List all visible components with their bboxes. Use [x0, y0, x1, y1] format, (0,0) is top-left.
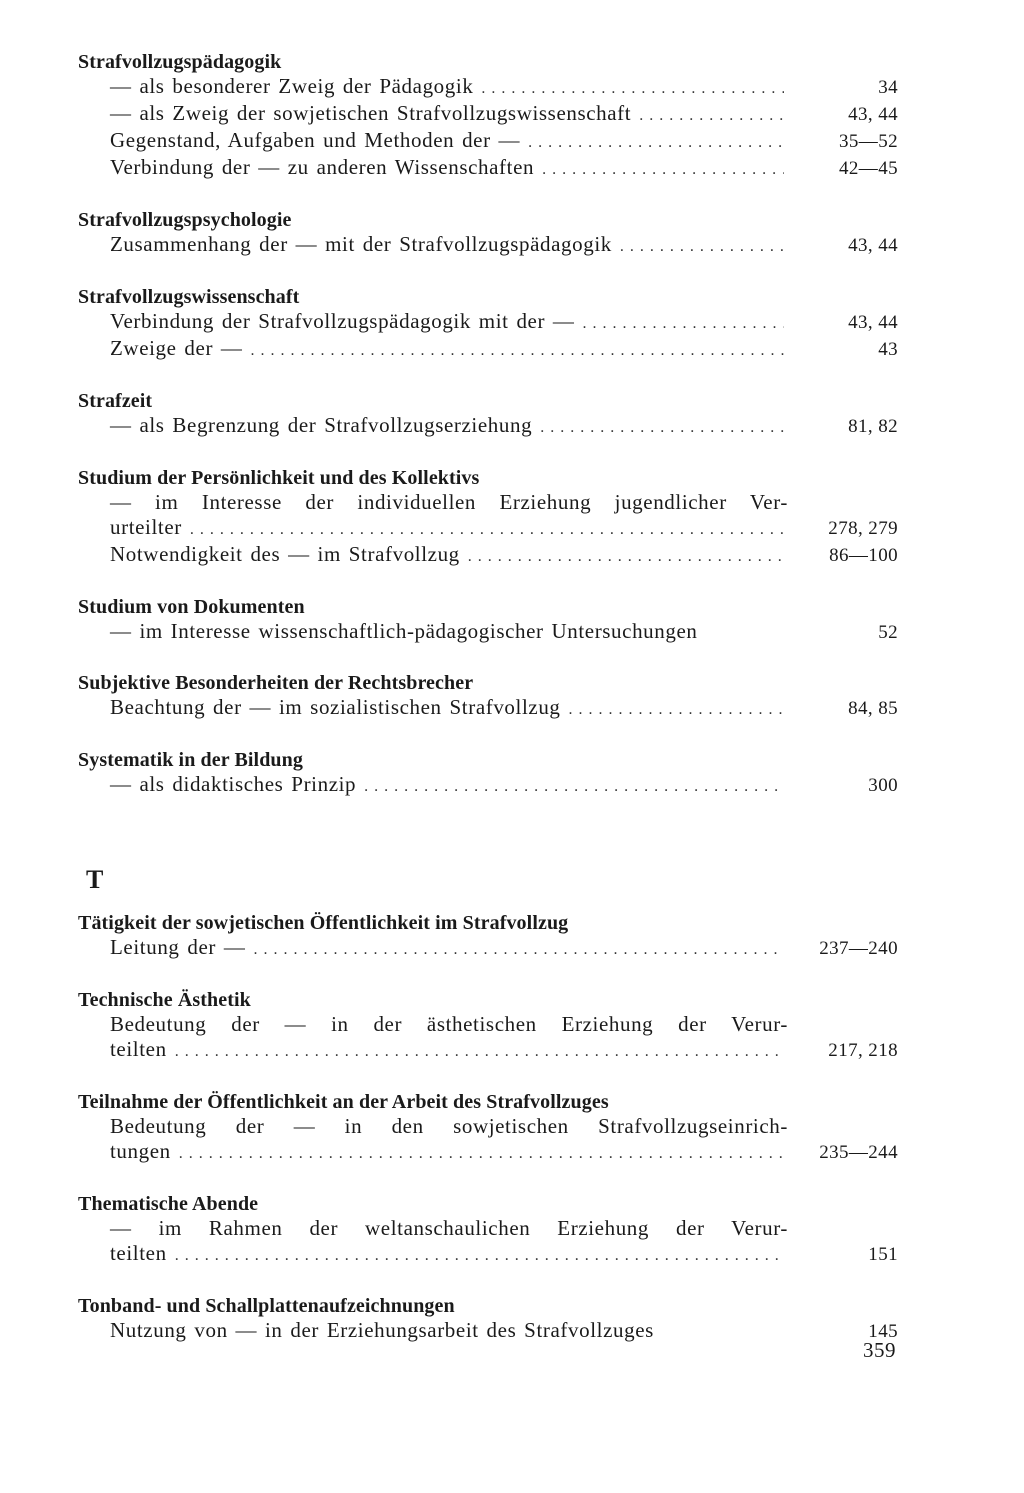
subentry-text: Zusammenhang der — mit der Strafvollzugspädagogik [110, 232, 612, 256]
subentry-line [78, 1139, 898, 1166]
dot-leader [583, 311, 784, 336]
subentry-line [78, 232, 898, 259]
entry-heading: Teilnahme der Öffentlichkeit an der Arbeit des Strafvollzuges [78, 1091, 609, 1113]
page-reference: 81, 82 [848, 416, 898, 437]
subentry-line [78, 1114, 898, 1139]
subentry-line [78, 1037, 898, 1064]
entry-heading: Tonband- und Schallplattenaufzeichnungen [78, 1295, 455, 1317]
entry-heading: Studium der Persönlichkeit und des Kollektivs [78, 467, 480, 489]
subentry-text: urteilter [110, 515, 182, 539]
page-reference: 235—244 [819, 1142, 898, 1163]
dot-leader [540, 415, 784, 440]
page-reference: 43, 44 [848, 312, 898, 333]
subentry-line [78, 155, 898, 182]
page-reference: 300 [868, 775, 898, 796]
subentry-line [78, 74, 898, 101]
subentry-line [78, 1012, 898, 1037]
subentry-line [78, 1241, 898, 1268]
index-section-s [78, 50, 898, 799]
index-section-t [78, 911, 898, 1344]
entry-heading: Subjektive Besonderheiten der Rechtsbrecher [78, 672, 474, 694]
dot-leader [542, 157, 784, 182]
subentry-line [78, 1318, 898, 1344]
subentry-text: Nutzung von — in der Erziehungsarbeit des Strafvollzuges [110, 1318, 654, 1342]
subentry-text: — als besonderer Zweig der Pädagogik [110, 74, 474, 98]
subentry-text: Leitung der — [110, 935, 246, 959]
subentry-text: Gegenstand, Aufgaben und Methoden der — [110, 128, 521, 152]
dot-leader [481, 76, 784, 101]
page-reference: 52 [878, 622, 898, 643]
index-entry [78, 285, 898, 363]
dot-leader [528, 130, 784, 155]
subentry-text: teilten [110, 1037, 167, 1061]
entry-heading: Strafvollzugspsychologie [78, 209, 292, 231]
subentry-line [78, 772, 898, 799]
subentry-text: — im Interesse wissenschaftlich-pädagogischer Untersuchungen [110, 619, 698, 643]
dot-leader [364, 774, 784, 799]
page-number: 359 [863, 1338, 896, 1362]
index-entry [78, 911, 898, 962]
entry-heading: Strafvollzugspädagogik [78, 51, 282, 73]
subentry-text: teilten [110, 1241, 167, 1265]
index-entry [78, 1192, 898, 1268]
subentry-text: — im Rahmen der weltanschaulichen Erziehung der Verur- [110, 1216, 788, 1240]
index-entry [78, 389, 898, 440]
index-entry [78, 50, 898, 182]
entry-heading: Strafvollzugswissenschaft [78, 286, 300, 308]
subentry-text: — als Begrenzung der Strafvollzugserziehung [110, 413, 533, 437]
dot-leader [190, 517, 784, 542]
page-reference: 237—240 [819, 938, 898, 959]
index-page [78, 50, 898, 1370]
subentry-line [78, 1216, 898, 1241]
subentry-line [78, 336, 898, 363]
index-entry [78, 466, 898, 569]
page-reference: 43, 44 [848, 235, 898, 256]
dot-leader [253, 937, 784, 962]
dot-leader [620, 234, 784, 259]
subentry-text: Zweige der — [110, 336, 243, 360]
subentry-line [78, 695, 898, 722]
index-entry [78, 208, 898, 259]
subentry-text: Beachtung der — im sozialistischen Strafvollzug [110, 695, 561, 719]
entry-heading: Tätigkeit der sowjetischen Öffentlichkeit im Strafvollzug [78, 912, 569, 934]
subentry-line [78, 935, 898, 962]
subentry-line [78, 309, 898, 336]
index-entry [78, 988, 898, 1064]
page-reference: 84, 85 [848, 698, 898, 719]
dot-leader [468, 544, 784, 569]
entry-heading: Thematische Abende [78, 1193, 259, 1215]
page-reference: 34 [878, 77, 898, 98]
subentry-line [78, 101, 898, 128]
subentry-text: Bedeutung der — in der ästhetischen Erziehung der Verur- [110, 1012, 788, 1036]
index-entry [78, 595, 898, 645]
entry-heading: Systematik in der Bildung [78, 749, 303, 771]
subentry-text: Notwendigkeit des — im Strafvollzug [110, 542, 460, 566]
subentry-text: — als didaktisches Prinzip [110, 772, 357, 796]
subentry-line [78, 515, 898, 542]
subentry-text: Verbindung der — zu anderen Wissenschaften [110, 155, 535, 179]
dot-leader [175, 1243, 784, 1268]
dot-leader [175, 1039, 784, 1064]
subentry-text: Bedeutung der — in den sowjetischen Strafvollzugseinrich- [110, 1114, 788, 1138]
subentry-line [78, 542, 898, 569]
page-reference: 151 [868, 1244, 898, 1265]
page-reference: 145 [868, 1321, 898, 1342]
subentry-text: Verbindung der Strafvollzugspädagogik mit der — [110, 309, 575, 333]
page-reference: 278, 279 [828, 518, 898, 539]
dot-leader [639, 103, 784, 128]
subentry-line [78, 413, 898, 440]
page-reference: 217, 218 [828, 1040, 898, 1061]
page-reference: 42—45 [839, 158, 898, 179]
section-letter: T [86, 865, 104, 894]
dot-leader [250, 338, 784, 363]
subentry-line [78, 128, 898, 155]
subentry-line [78, 619, 898, 645]
index-entry [78, 1294, 898, 1344]
subentry-text: — als Zweig der sowjetischen Strafvollzugswissenschaft [110, 101, 632, 125]
index-entry [78, 671, 898, 722]
page-reference: 35—52 [839, 131, 898, 152]
page-reference: 43 [878, 339, 898, 360]
subentry-text: tungen [110, 1139, 171, 1163]
subentry-text: — im Interesse der individuellen Erziehung jugendlicher Ver- [110, 490, 788, 514]
subentry-line [78, 490, 898, 515]
index-entry [78, 748, 898, 799]
dot-leader [569, 697, 784, 722]
entry-heading: Technische Ästhetik [78, 989, 251, 1011]
index-entry [78, 1090, 898, 1166]
entry-heading: Strafzeit [78, 390, 153, 412]
page-reference: 86—100 [829, 545, 898, 566]
dot-leader [179, 1141, 784, 1166]
page-reference: 43, 44 [848, 104, 898, 125]
entry-heading: Studium von Dokumenten [78, 596, 305, 618]
